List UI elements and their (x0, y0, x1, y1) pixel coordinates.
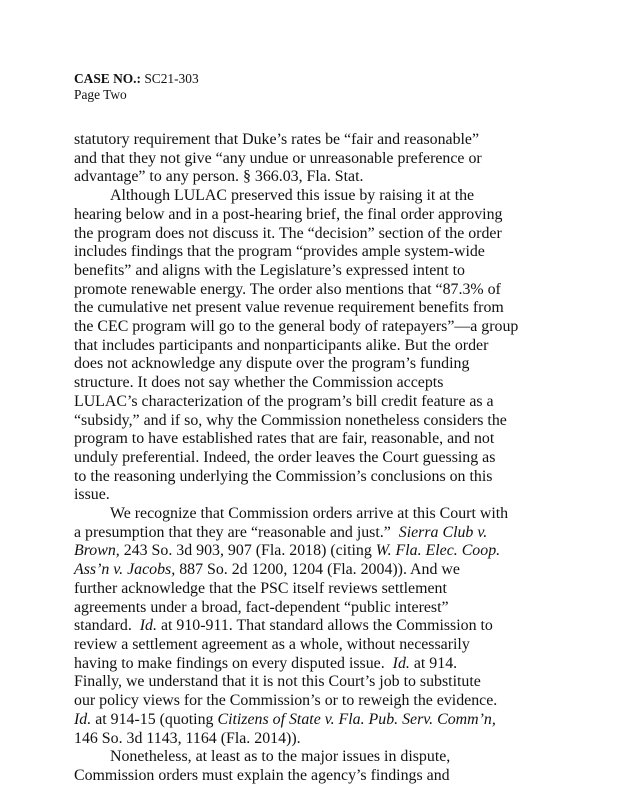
body-line: We recognize that Commission orders arrive at this Court with (110, 505, 509, 523)
body-line (74, 655, 560, 674)
id-citation: Id. (74, 710, 92, 728)
body-line: to the reasoning underlying the Commission’s conclusions on this (74, 467, 493, 485)
body-line: the cumulative net present value revenue requirement benefits from (74, 299, 504, 317)
case-number-label: CASE NO.: (74, 71, 141, 86)
body-line: benefits” and aligns with the Legislature’s expressed intent to (74, 261, 465, 279)
page-number: Page Two (74, 87, 127, 102)
text-run: at 910-911. That standard allows the Commission to (160, 617, 493, 635)
body-line: and that they not give “any undue or unreasonable preference or (74, 149, 482, 167)
document-body (74, 131, 560, 786)
id-citation: Id. (392, 654, 410, 672)
body-line: issue. (74, 486, 110, 504)
case-citation: Citizens of State v. Fla. Pub. Serv. Comm’n, (217, 710, 496, 728)
body-line: Finally, we understand that it is not this Court’s job to substitute (74, 673, 481, 691)
body-line (74, 711, 560, 730)
body-line (74, 561, 560, 580)
body-line: Commission orders must explain the agency’s findings and (74, 766, 450, 784)
case-number: SC21-303 (144, 71, 199, 86)
body-line: structure. It does not say whether the Commission accepts (74, 374, 444, 392)
body-line: statutory requirement that Duke’s rates be “fair and reasonable” (74, 131, 480, 148)
body-line: program to have established rates that are fair, reasonable, and not (74, 430, 495, 448)
case-citation: Brown, (74, 542, 120, 560)
body-line: that includes participants and nonparticipants alike. But the order (74, 336, 489, 354)
text-run: having to make findings on every disputed issue. (74, 654, 385, 672)
body-line: further acknowledge that the PSC itself reviews settlement (74, 579, 447, 597)
case-citation: W. Fla. Elec. Coop. (375, 542, 501, 560)
body-line: advantage” to any person. § 366.03, Fla. Stat. (74, 168, 364, 186)
text-run: at 914. (413, 654, 458, 672)
body-line: unduly preferential. Indeed, the order leaves the Court guessing as (74, 448, 496, 466)
body-line: the CEC program will go to the general body of ratepayers”—a group (74, 318, 519, 336)
body-line: promote renewable energy. The order also mentions that “87.3% of (74, 280, 501, 298)
body-line: does not acknowledge any dispute over the program’s funding (74, 355, 470, 373)
body-line: “subsidy,” and if so, why the Commission nonetheless considers the (74, 411, 507, 429)
body-line: review a settlement agreement as a whole, without necessarily (74, 635, 470, 653)
body-line: agreements under a broad, fact-dependent “public interest” (74, 598, 449, 616)
body-line: includes findings that the program “provides ample system-wide (74, 243, 485, 261)
body-line: Although LULAC preserved this issue by raising it at the (110, 187, 475, 205)
text-run: standard. (74, 617, 132, 635)
body-line (74, 524, 560, 543)
case-citation: Ass’n v. Jacobs, (74, 561, 176, 579)
case-citation: Sierra Club v. (398, 523, 488, 541)
body-line (74, 617, 560, 636)
body-line: hearing below and in a post-hearing brief, the final order approving (74, 205, 503, 223)
id-citation: Id. (139, 617, 157, 635)
text-run: 887 So. 2d 1200, 1204 (Fla. 2004)). And we (179, 561, 460, 579)
page-header (74, 71, 199, 103)
body-line (74, 542, 560, 561)
case-number-line (74, 71, 199, 87)
body-line: Nonetheless, at least as to the major issues in dispute, (110, 748, 451, 766)
text-run: 243 So. 3d 903, 907 (Fla. 2018) (citing (123, 542, 372, 560)
body-line: LULAC’s characterization of the program’s bill credit feature as a (74, 392, 494, 410)
body-line: our policy views for the Commission’s or to reweigh the evidence. (74, 692, 498, 710)
body-line: 146 So. 3d 1143, 1164 (Fla. 2014)). (74, 729, 301, 747)
text-run: at 914-15 (quoting (95, 710, 214, 728)
body-line: the program does not discuss it. The “decision” section of the order (74, 224, 502, 242)
text-run: a presumption that they are “reasonable and just.” (74, 523, 391, 541)
